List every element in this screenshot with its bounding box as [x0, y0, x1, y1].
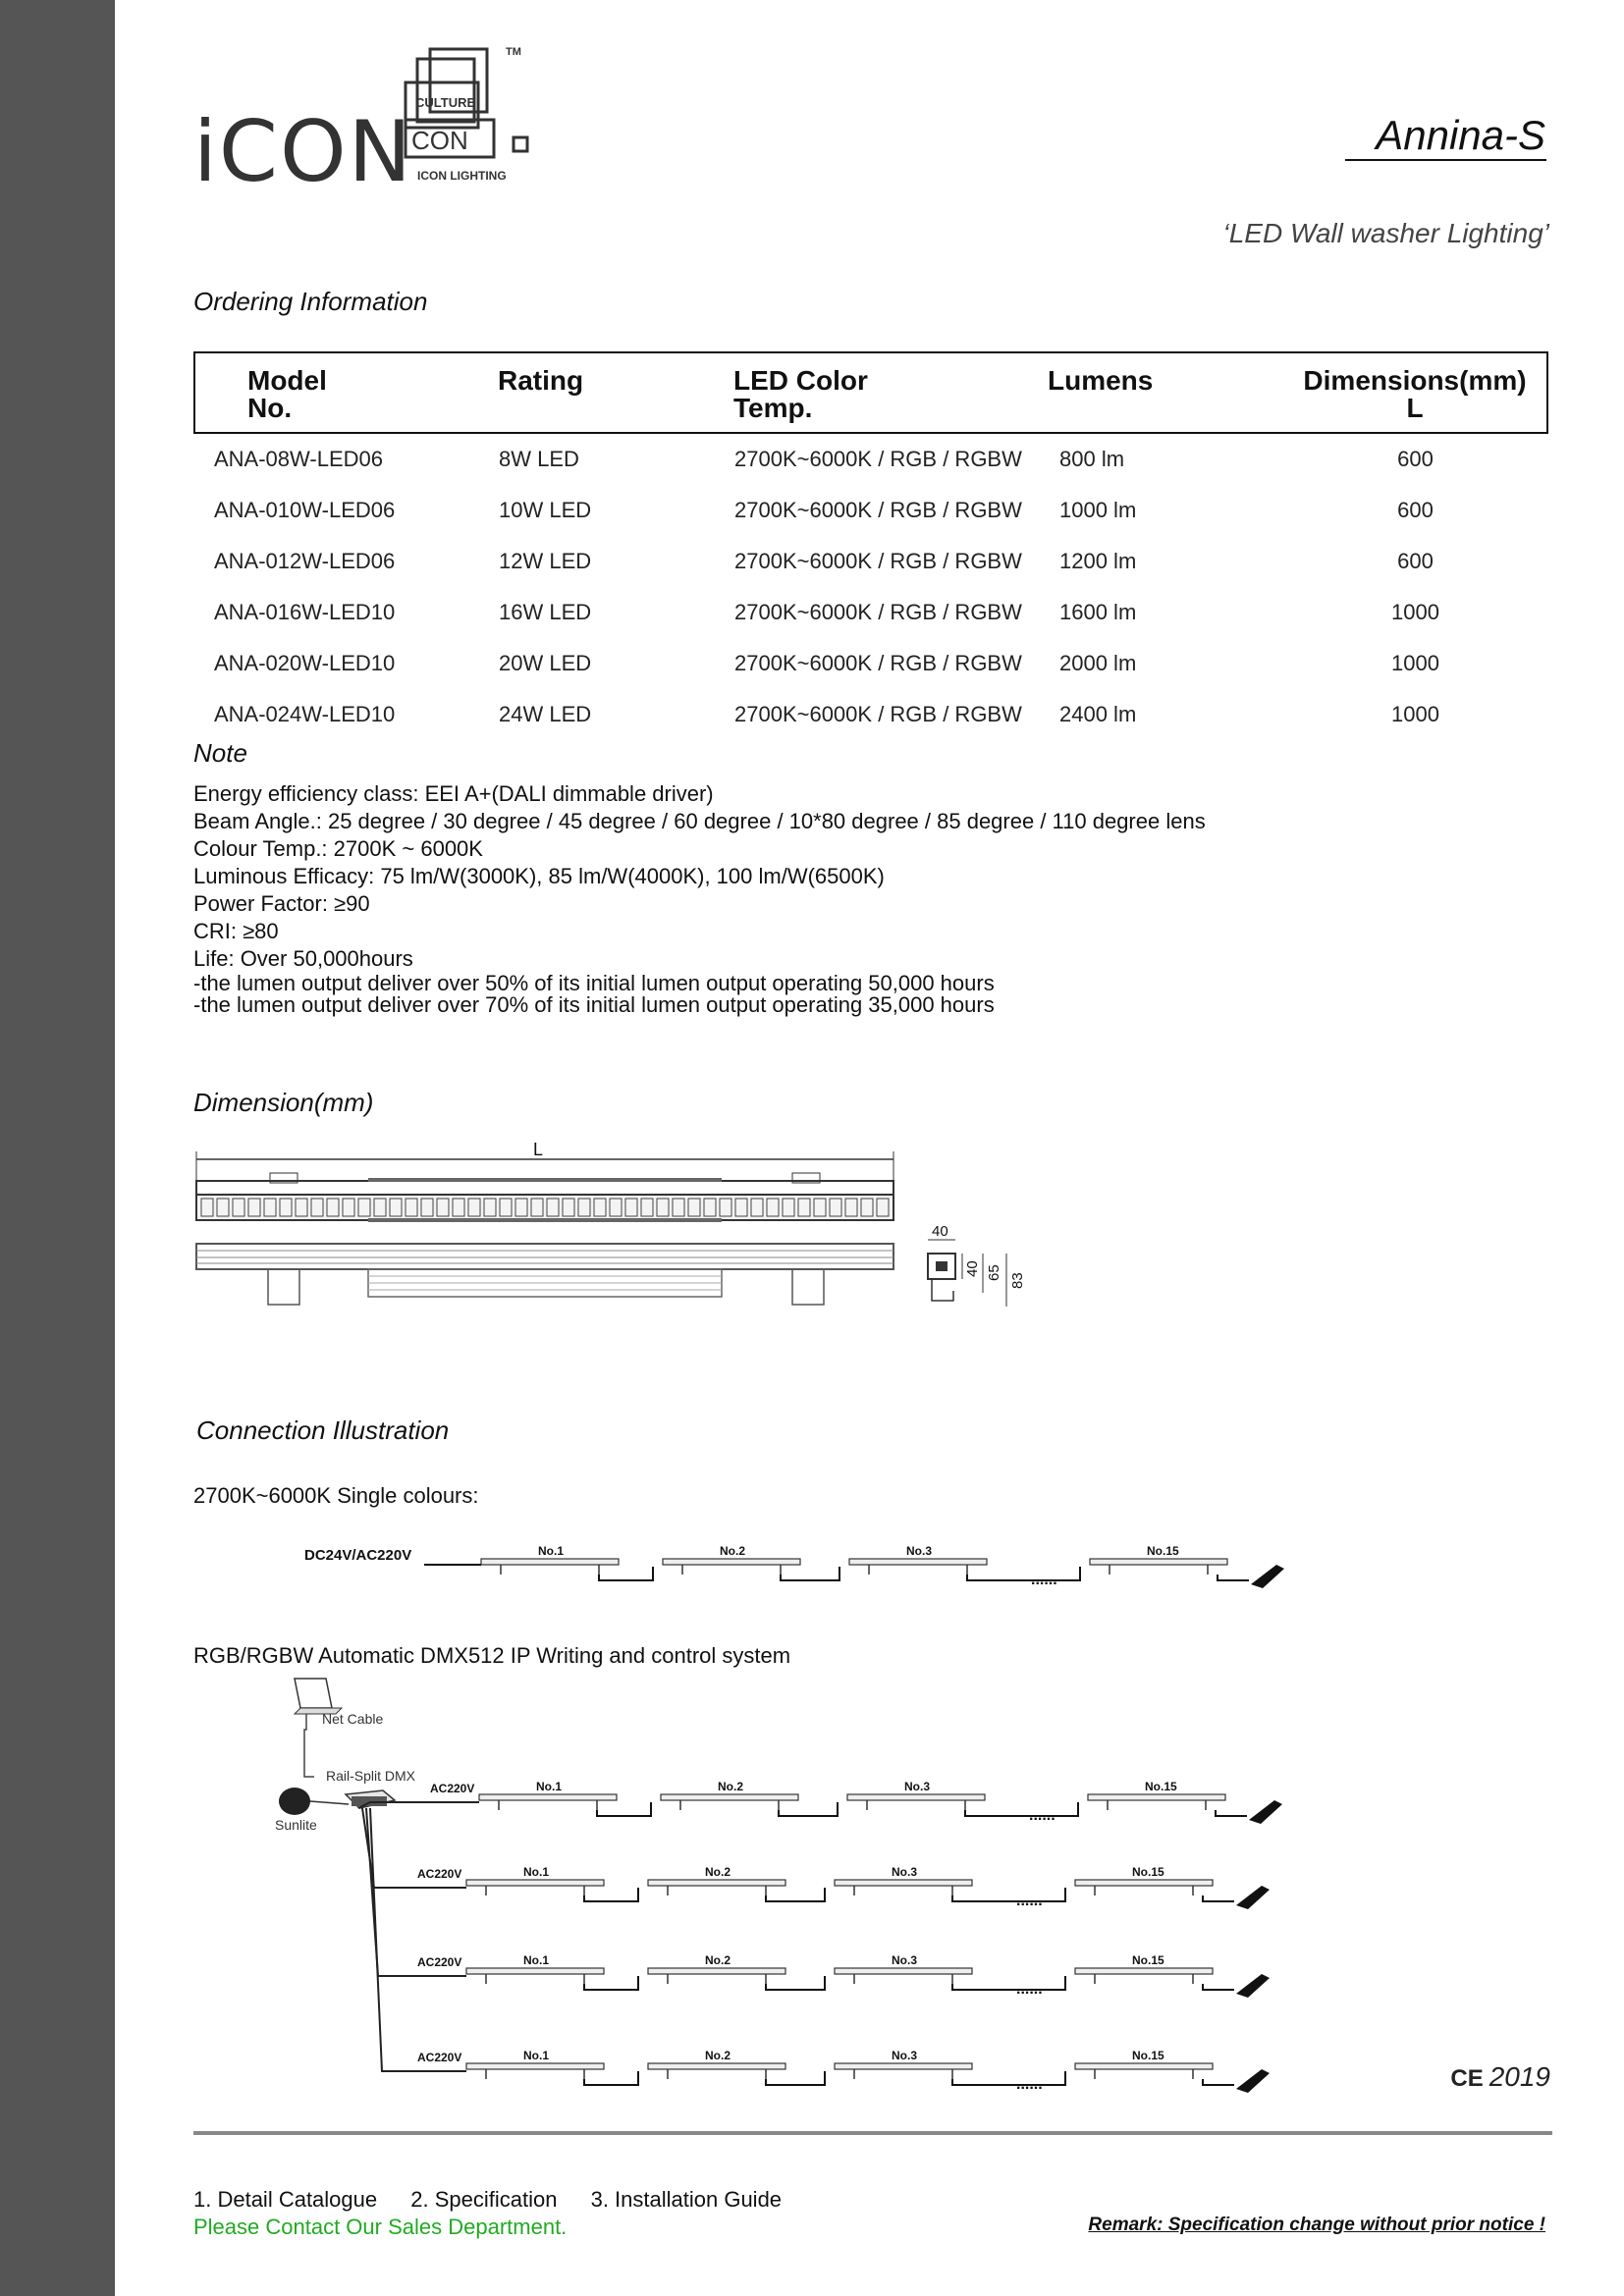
fixture-bar: [835, 1880, 972, 1886]
ac220v-label: AC220V: [417, 2051, 462, 2064]
note-line: Colour Temp.: 2700K ~ 6000K: [193, 836, 483, 861]
col-dimensions: Dimensions(mm) L: [1303, 365, 1527, 423]
lumens-cell: 1200 lm: [1059, 549, 1137, 573]
ac220v-label: AC220V: [417, 1867, 462, 1881]
model-cell: ANA-010W-LED06: [214, 498, 396, 522]
fixture-chain: [481, 1544, 1284, 1588]
end-cap-icon: [1236, 1886, 1270, 1909]
rgb-system-label: RGB/RGBW Automatic DMX512 IP Writing and control system: [193, 1643, 791, 1668]
chain-ellipsis: ......: [1016, 1981, 1043, 1998]
lumens-cell: 800 lm: [1059, 447, 1125, 471]
ac220v-label: AC220V: [430, 1782, 475, 1795]
fixture-label: No.1: [523, 1865, 550, 1879]
brand-mark-top: CULTURE: [415, 95, 476, 110]
note-line: -the lumen output deliver over 50% of its initial lumen output operating 50,000 hours: [193, 971, 995, 995]
contact-sales: Please Contact Our Sales Department.: [193, 2215, 568, 2239]
ce-icon: CE: [1450, 2065, 1484, 2092]
fixture-chain: [479, 1780, 1282, 1824]
fixture-label: No.15: [1132, 1865, 1164, 1879]
end-height-inner: 40: [964, 1260, 981, 1277]
dimension-cell: 1000: [1391, 600, 1439, 624]
col-model-l1: Model: [247, 365, 327, 396]
length-label: L: [533, 1140, 544, 1159]
model-cell: ANA-024W-LED10: [214, 702, 396, 726]
color-temp-cell: 2700K~6000K / RGB / RGBW: [734, 600, 1022, 624]
dimension-drawing: [191, 1134, 1036, 1310]
fixture-bar: [1088, 1794, 1225, 1800]
chain-ellipsis: ......: [1016, 1893, 1043, 1909]
fixture-label: No.2: [718, 1780, 744, 1793]
left-sidebar-band: [0, 0, 115, 2296]
link-installation-guide[interactable]: 3. Installation Guide: [590, 2187, 783, 2212]
fixture-bar: [835, 1968, 972, 1974]
fixture-bar: [481, 1559, 619, 1565]
fixture-bar: [661, 1794, 798, 1800]
ordering-heading: Ordering Information: [193, 287, 428, 316]
dimension-cell: 1000: [1391, 702, 1439, 726]
dimension-cell: 600: [1397, 447, 1434, 471]
rating-cell: 20W LED: [499, 651, 592, 675]
brand-mark-bottom: ICON LIGHTING: [417, 169, 507, 183]
fixture-label: No.3: [906, 1544, 933, 1558]
end-cap-icon: [1249, 1800, 1282, 1824]
footer-divider: [193, 2131, 1552, 2135]
fixture-chain: [466, 2049, 1270, 2093]
note-heading: Note: [193, 738, 247, 768]
table-row: [194, 536, 1547, 587]
model-cell: ANA-08W-LED06: [214, 447, 383, 471]
single-colour-label: 2700K~6000K Single colours:: [193, 1483, 479, 1508]
dimension-cell: 1000: [1391, 651, 1439, 675]
fixture-label: No.1: [536, 1780, 563, 1793]
lumens-cell: 1000 lm: [1059, 498, 1137, 522]
ce-mark: [1450, 2061, 1550, 2093]
connection-heading: Connection Illustration: [196, 1415, 450, 1445]
fixture-bar: [466, 1880, 604, 1886]
table-row: [194, 433, 1547, 485]
footer-links: [193, 2187, 782, 2213]
note-line: CRI: ≥80: [193, 919, 279, 943]
ce-year: 2019: [1489, 2061, 1550, 2092]
end-cap-icon: [1251, 1565, 1284, 1588]
rating-cell: 24W LED: [499, 702, 592, 726]
single-colour-chain: [295, 1531, 1326, 1590]
brand-mark-tm: TM: [506, 46, 521, 58]
note-line: Power Factor: ≥90: [193, 891, 370, 916]
fixture-label: No.1: [538, 1544, 565, 1558]
rating-cell: 8W LED: [499, 447, 579, 471]
end-height-total: 83: [1009, 1272, 1026, 1289]
chain-ellipsis: ......: [1029, 1807, 1056, 1824]
col-model: [194, 352, 498, 433]
col-color-temp: LED Color Temp.: [733, 365, 868, 423]
color-temp-cell: 2700K~6000K / RGB / RGBW: [734, 447, 1022, 471]
color-temp-cell: 2700K~6000K / RGB / RGBW: [734, 549, 1022, 573]
rgb-chains: [358, 1780, 1282, 2093]
fixture-label: No.3: [892, 2049, 918, 2062]
ordering-table: [193, 351, 1548, 740]
table-row: [194, 485, 1547, 536]
color-temp-cell: 2700K~6000K / RGB / RGBW: [734, 702, 1022, 726]
link-specification[interactable]: 2. Specification: [410, 2187, 558, 2212]
col-rating: Rating: [498, 365, 584, 396]
col-lumens: Lumens: [1048, 365, 1154, 396]
remark-note: Remark: Specification change without prior notice !: [1088, 2215, 1545, 2235]
fixture-label: No.15: [1145, 1780, 1177, 1793]
fixture-bar: [835, 2063, 972, 2069]
sunlite-label: Sunlite: [275, 1817, 317, 1833]
fixture-bar: [466, 2063, 604, 2069]
fixture-bar: [648, 1968, 785, 1974]
fixture-bar: [466, 1968, 604, 1974]
dimension-cell: 600: [1397, 498, 1434, 522]
fixture-chain: [466, 1865, 1270, 1909]
end-height-mid: 65: [986, 1264, 1002, 1281]
col-model-l2: No.: [247, 393, 293, 423]
fixture-bar: [849, 1559, 987, 1565]
color-temp-cell: 2700K~6000K / RGB / RGBW: [734, 498, 1022, 522]
model-cell: ANA-012W-LED06: [214, 549, 396, 573]
rating-cell: 12W LED: [499, 549, 592, 573]
fixture-bar: [847, 1794, 985, 1800]
single-chain-units: [424, 1544, 1284, 1588]
fixture-label: No.15: [1132, 2049, 1164, 2062]
single-supply-label: DC24V/AC220V: [304, 1547, 412, 1564]
note-line: -the lumen output deliver over 70% of its initial lumen output operating 35,000 hours: [193, 992, 995, 1017]
net-cable-label: Net Cable: [322, 1711, 384, 1727]
fixture-label: No.2: [705, 1953, 731, 1967]
fixture-bar: [663, 1559, 800, 1565]
lumens-cell: 2000 lm: [1059, 651, 1137, 675]
table-row: [194, 638, 1547, 689]
brand-mark-mid: CON: [411, 126, 468, 155]
rail-split-label: Rail-Split DMX: [326, 1768, 416, 1784]
fixture-label: No.1: [523, 2049, 550, 2062]
end-cap-icon: [1236, 2069, 1270, 2093]
chain-ellipsis: ......: [1031, 1572, 1057, 1588]
ordering-header-row: [194, 352, 1547, 433]
title-underline: [1345, 159, 1546, 161]
end-cap-icon: [1236, 1974, 1270, 1998]
fixture-label: No.2: [705, 1865, 731, 1879]
lumens-cell: 1600 lm: [1059, 600, 1137, 624]
note-line: Energy efficiency class: EEI A+(DALI dimmable driver): [193, 781, 714, 806]
note-line: Luminous Efficacy: 75 lm/W(3000K), 85 lm/W(4000K), 100 lm/W(6500K): [193, 864, 885, 888]
product-title: Annina-S: [1376, 112, 1545, 158]
note-list: [193, 780, 1206, 1016]
color-temp-cell: 2700K~6000K / RGB / RGBW: [734, 651, 1022, 675]
fixture-bar: [479, 1794, 617, 1800]
table-row: [194, 587, 1547, 638]
end-width-label: 40: [932, 1223, 948, 1240]
dimension-cell: 600: [1397, 549, 1434, 573]
brand-logo-icon: [398, 43, 530, 190]
fixture-bar: [1090, 1559, 1227, 1565]
fixture-label: No.15: [1132, 1953, 1164, 1967]
fixture-label: No.3: [892, 1865, 918, 1879]
product-subtitle: ‘LED Wall washer Lighting’: [1222, 218, 1549, 248]
lumens-cell: 2400 lm: [1059, 702, 1137, 726]
fixture-bar: [648, 1880, 785, 1886]
fixture-label: No.2: [720, 1544, 746, 1558]
rating-cell: 16W LED: [499, 600, 592, 624]
laptop-icon: [295, 1679, 332, 1708]
logo-wordmark: iCON: [193, 103, 413, 201]
note-line: Beam Angle.: 25 degree / 30 degree / 45 degree / 60 degree / 10*80 degree / 85 degree / 110 degree lens: [193, 809, 1206, 833]
ac220v-label: AC220V: [417, 1955, 462, 1969]
fixture-label: No.15: [1147, 1544, 1179, 1558]
fixture-label: No.1: [523, 1953, 550, 1967]
fixture-label: No.3: [904, 1780, 931, 1793]
sunlite-icon: [279, 1788, 310, 1815]
note-line: Life: Over 50,000hours: [193, 946, 413, 971]
fixture-label: No.3: [892, 1953, 918, 1967]
fixture-bar: [648, 2063, 785, 2069]
model-cell: ANA-020W-LED10: [214, 651, 396, 675]
chain-ellipsis: ......: [1016, 2076, 1043, 2093]
link-detail-catalogue[interactable]: 1. Detail Catalogue: [193, 2187, 378, 2212]
fixture-bar: [1075, 1968, 1213, 1974]
dimension-heading: Dimension(mm): [193, 1088, 374, 1117]
fixture-label: No.2: [705, 2049, 731, 2062]
rgb-system-diagram: [265, 1669, 1326, 2101]
fixture-bar: [1075, 1880, 1213, 1886]
rating-cell: 10W LED: [499, 498, 592, 522]
fixture-bar: [1075, 2063, 1213, 2069]
fixture-chain: [466, 1953, 1270, 1998]
table-row: [194, 689, 1547, 740]
model-cell: ANA-016W-LED10: [214, 600, 396, 624]
